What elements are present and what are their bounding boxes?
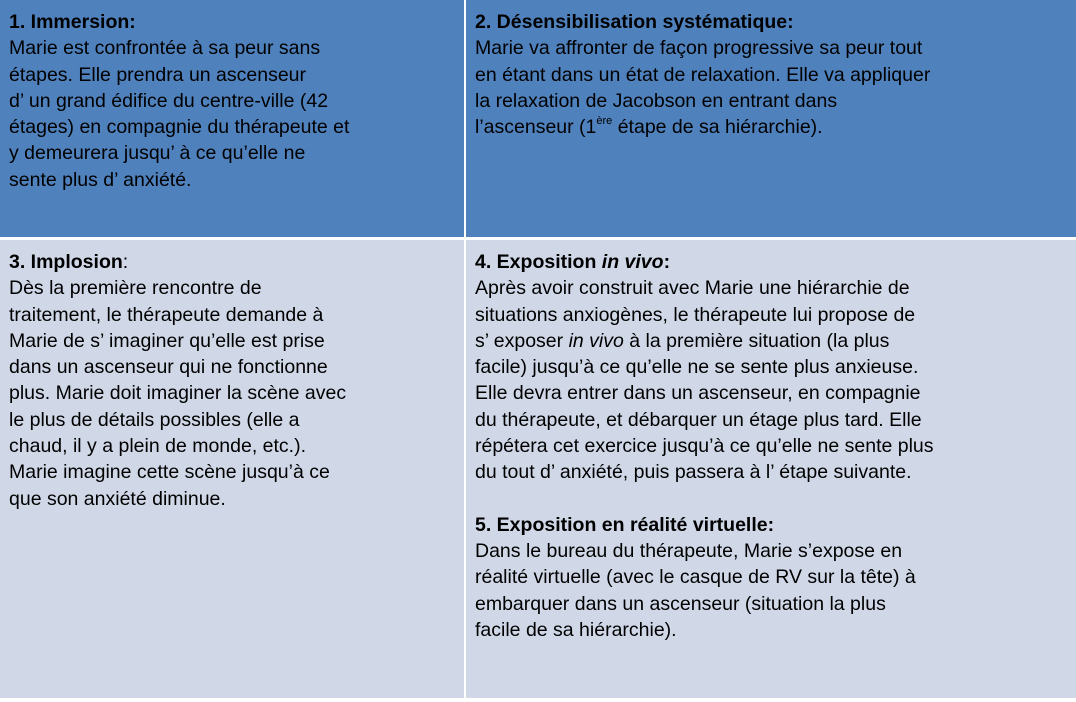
implosion-line: traitement, le thérapeute demande à — [9, 303, 324, 326]
immersion-line: sente plus d’ anxiété. — [9, 168, 192, 191]
desensibilisation-line: la relaxation de Jacobson en entrant dans — [475, 89, 838, 112]
exposition-line: Elle devra entrer dans un ascenseur, en compagnie — [475, 382, 921, 405]
immersion-title: 1. Immersion: — [9, 11, 136, 33]
cell-immersion — [0, 0, 464, 237]
implosion-line: Dès la première rencontre de — [9, 277, 262, 300]
exposition-line: du thérapeute, et débarquer un étage plus tard. Elle — [475, 408, 922, 431]
exposition-title — [475, 249, 1066, 275]
implosion-line: le plus de détails possibles (elle a — [9, 408, 300, 431]
realite-virtuelle-line: réalité virtuelle (avec le casque de RV sur la tête) à — [475, 566, 916, 589]
section-spacer — [475, 486, 1066, 512]
implosion-line: que son anxiété diminue. — [9, 487, 226, 510]
realite-virtuelle-title: 5. Exposition en réalité virtuelle: — [475, 513, 775, 536]
immersion-line: d’ un grand édifice du centre-ville (42 — [9, 89, 329, 112]
exposition-line: facile) jusqu’à ce qu’elle ne se sente plus anxieuse. — [475, 356, 919, 379]
immersion-line: étages) en compagnie du thérapeute et — [9, 116, 350, 139]
exposition-title-end: : — [663, 251, 671, 273]
implosion-line: chaud, il y a plein de monde, etc.). — [9, 435, 307, 458]
exposition-line3-italic: in vivo — [568, 329, 624, 352]
desensibilisation-title: 2. Désensibilisation systématique: — [475, 11, 794, 33]
desensibilisation-last-start: l’ascenseur (1 — [475, 116, 597, 139]
desensibilisation-line: Marie va affronter de façon progressive sa peur tout — [475, 37, 923, 60]
desensibilisation-superscript: ère — [596, 114, 613, 127]
immersion-line: Marie est confrontée à sa peur sans — [9, 37, 321, 60]
implosion-title-line — [9, 249, 454, 275]
exposition-line3-end: à la première situation (la plus — [623, 329, 890, 352]
desensibilisation-line: en étant dans un état de relaxation. Elle va appliquer — [475, 63, 931, 86]
cell-implosion — [0, 240, 464, 698]
desensibilisation-last-end: étape de sa hiérarchie). — [612, 116, 823, 139]
implosion-title-suffix: : — [122, 251, 129, 273]
implosion-title: 3. Implosion — [9, 251, 123, 273]
exposition-title-start: 4. Exposition — [475, 251, 602, 273]
exposition-line: du tout d’ anxiété, puis passera à l’ étape suivante. — [475, 461, 912, 484]
exposition-line: répétera cet exercice jusqu’à ce qu’elle ne sente plus — [475, 435, 934, 458]
exposition-line3-start: s’ exposer — [475, 329, 569, 352]
realite-virtuelle-line: embarquer dans un ascenseur (situation la plus — [475, 592, 886, 615]
implosion-line: Marie imagine cette scène jusqu’à ce — [9, 461, 330, 484]
realite-virtuelle-line: facile de sa hiérarchie). — [475, 618, 677, 641]
exposition-line — [475, 328, 1066, 354]
exposition-title-italic: in vivo — [601, 251, 664, 273]
immersion-line: y demeurera jusqu’ à ce qu’elle ne — [9, 142, 306, 165]
exposition-line: situations anxiogènes, le thérapeute lui propose de — [475, 303, 916, 326]
exposition-line: Après avoir construit avec Marie une hiérarchie de — [475, 277, 910, 300]
cell-exposition — [466, 240, 1076, 698]
desensibilisation-line — [475, 114, 1066, 140]
implosion-line: Marie de s’ imaginer qu’elle est prise — [9, 329, 325, 352]
implosion-line: plus. Marie doit imaginer la scène avec — [9, 382, 347, 405]
immersion-line: étapes. Elle prendra un ascenseur — [9, 63, 307, 86]
implosion-line: dans un ascenseur qui ne fonctionne — [9, 356, 328, 379]
cell-desensibilisation — [466, 0, 1076, 237]
realite-virtuelle-line: Dans le bureau du thérapeute, Marie s’expose en — [475, 539, 903, 562]
